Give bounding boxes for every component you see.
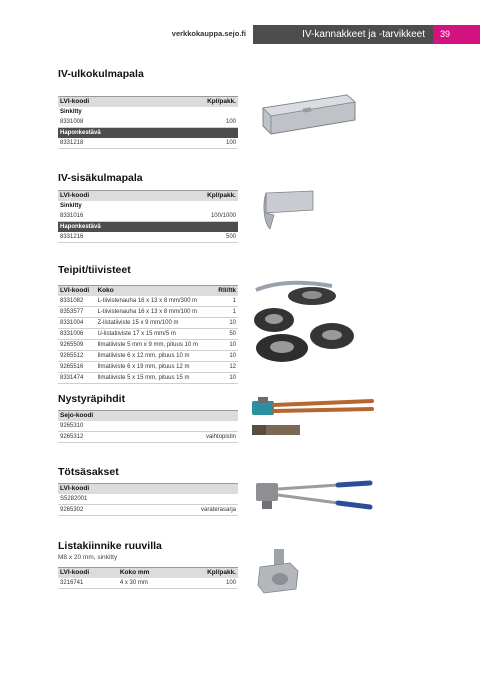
table-row: 9265509 Ilmatiiviste 5 mm x 9 mm, pituus 10 m 10 (58, 340, 238, 351)
group-header: Haponkestävä (58, 222, 238, 233)
inner-corner-image (258, 185, 358, 235)
col-header: Rll/ltk (213, 286, 238, 297)
section-subtitle: M8 x 20 mm, sinkitty (58, 554, 118, 561)
table-row: 9265302 varaterasarja (58, 505, 238, 516)
section-listakiinnike (58, 540, 162, 561)
table-row: 8331218 100 (58, 138, 238, 149)
table-sisakulmapala (58, 190, 238, 243)
table-nystyrapihdit (58, 410, 238, 443)
table-listakiinnike (58, 567, 238, 589)
col-header: Sejo-koodi (58, 411, 152, 422)
col-header: Koko (95, 286, 213, 297)
bracket-screw-image (250, 545, 310, 600)
section-title: IV-ulkokulmapala (58, 68, 144, 80)
section-title: Tötsäsakset (58, 466, 119, 478)
group-header: Sinkitty (58, 201, 238, 211)
table-header (58, 568, 238, 579)
col-header: Kpl/pakk. (148, 191, 238, 202)
table-row: 8331008 100 (58, 117, 238, 128)
table-row: 9265310 (58, 421, 238, 432)
group-header: Sinkitty (58, 107, 238, 117)
table-row: 8331474 Ilmatiiviste 5 x 15 mm, pituus 15 m 10 (58, 373, 238, 384)
table-header (58, 484, 238, 495)
page-number: 39 (433, 25, 480, 44)
table-totsasakset (58, 483, 238, 516)
col-header: Koko mm (118, 568, 179, 579)
section-title: Listakiinnike ruuvilla (58, 540, 162, 552)
table-header (58, 411, 238, 422)
pliers-image (248, 395, 378, 445)
table-header (58, 286, 238, 297)
table-row: 9265512 Ilmatiiviste 6 x 12 mm, pituus 10 m 10 (58, 351, 238, 362)
table-row: 9265312 vaihtopistin (58, 432, 238, 443)
table-row: 9265516 Ilmatiiviste 6 x 19 mm, pituus 12 m 12 (58, 362, 238, 373)
section-teipit (58, 264, 131, 276)
col-header (152, 411, 238, 422)
section-title: Teipit/tiivisteet (58, 264, 131, 276)
group-header: Haponkestävä (58, 128, 238, 139)
col-header: LVI-koodi (58, 484, 141, 495)
section-totsasakset (58, 466, 119, 478)
col-header: LVI-koodi (58, 97, 148, 108)
section-title: IV-sisäkulmapala (58, 172, 143, 184)
section-title-bar: IV-kannakkeet ja -tarvikkeet (253, 25, 433, 44)
outer-corner-image (255, 90, 365, 140)
table-row: 8353577 L-tiivistenauha 16 x 13 x 8 mm/100 m 1 (58, 307, 238, 318)
table-row: 8331216 500 (58, 232, 238, 243)
website-url[interactable]: verkkokauppa.sejo.fi (171, 29, 246, 38)
table-header (58, 191, 238, 202)
notching-shears-image (252, 475, 377, 520)
table-row: 8331004 Z-listatiiviste 15 x 9 mm/100 m 10 (58, 318, 238, 329)
section-title: Nystyräpihdit (58, 393, 126, 405)
section-nystyrapihdit (58, 393, 125, 405)
section-sisakulmapala (58, 172, 143, 184)
col-header: LVI-koodi (58, 568, 118, 579)
col-header: LVI-koodi (58, 286, 95, 297)
col-header: Kpl/pakk. (179, 568, 238, 579)
table-teipit (58, 285, 238, 384)
section-ulkokulmapala (58, 68, 144, 80)
table-header (58, 97, 238, 108)
col-header: LVI-koodi (58, 191, 148, 202)
table-ulkokulmapala (58, 96, 238, 149)
table-row: 3216741 4 x 30 mm 100 (58, 578, 238, 589)
tape-rolls-image (250, 278, 370, 373)
col-header: Kpl/pakk. (148, 97, 238, 108)
page-header (0, 25, 480, 44)
col-header (141, 484, 238, 495)
table-row: 8331082 L-tiivistenauha 16 x 13 x 8 mm/300 m 1 (58, 296, 238, 307)
table-row: 8331006 U-listatiiviste 17 x 15 mm/5 m 50 (58, 329, 238, 340)
table-row: 8331016 100/1000 (58, 211, 238, 222)
table-row: S5282001 (58, 494, 238, 505)
